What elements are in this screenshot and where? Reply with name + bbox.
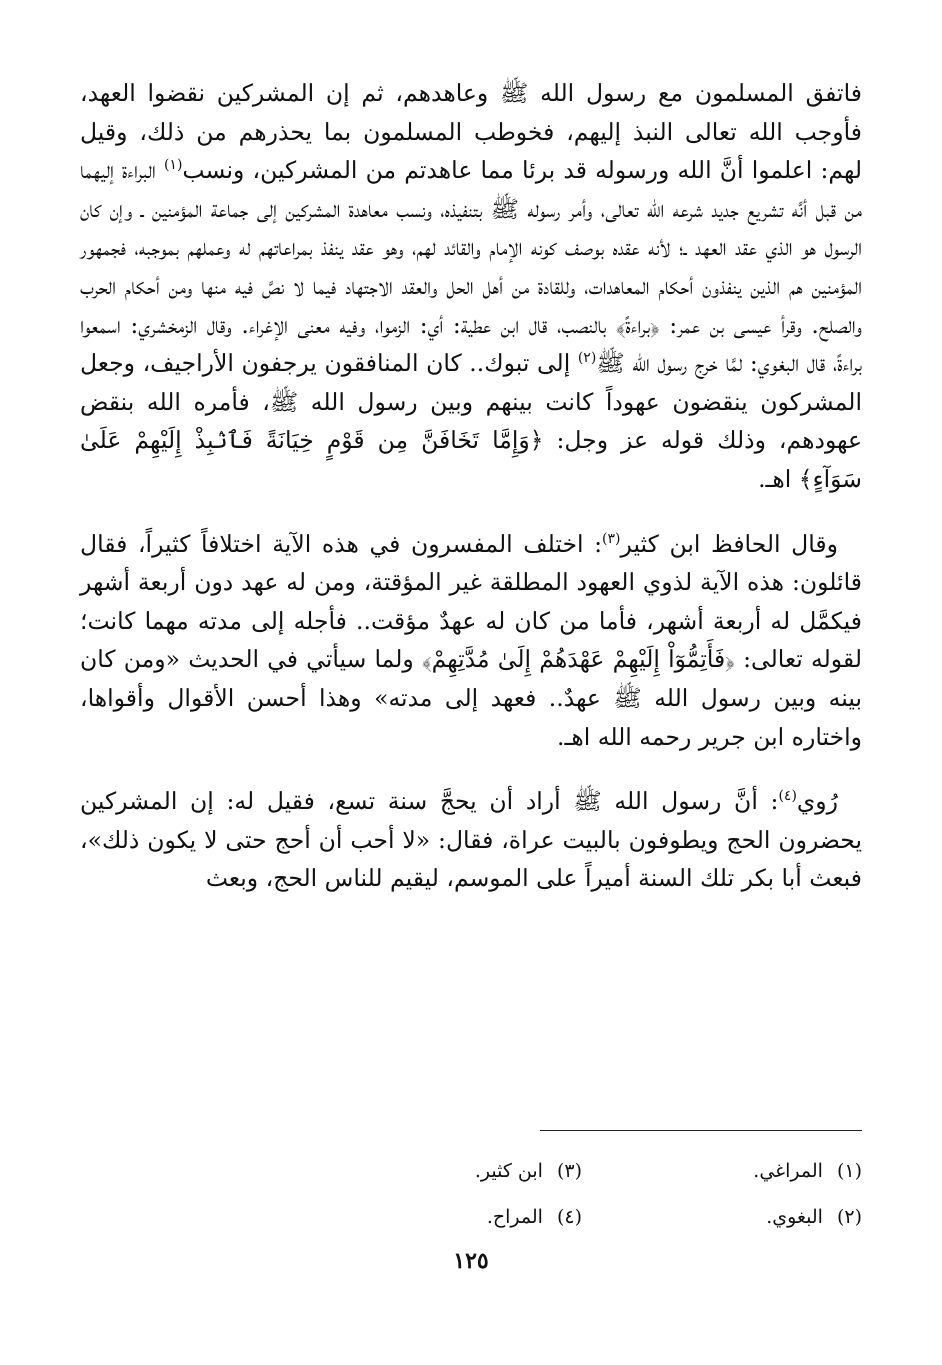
paragraph-1 — [80, 74, 862, 499]
footnote-number: (٢) — [836, 1206, 862, 1228]
text-run: إلى تبوك.. كان المنافقون يرجفون الأراجيف، وجعل المشركون ينقضون عهوداً كانت بينهم وبين رسول الله ﷺ، فأمره الله بنقض عهودهم، وذلك قوله عز وجل: ﴿وَإِمَّا تَخَافَنَّ مِن قَوْمٍ خِيَانَةً فَٱنۢبِذْ إِلَيْهِمْ عَلَىٰ سَوَآءٍ﴾ اهـ. — [80, 349, 862, 493]
text-run: : أنَّ رسول الله ﷺ أراد أن يحجَّ سنة تسع، فقيل له: إن المشركين يحضرون الحج ويطوفون بالبيت عراة، فقال: «لا أحب أن أحج حتى لا يكون ذلك»، فبعث أبا بكر تلك السنة أميراً على الموسم، ليقيم للناس الحج، وبعث — [80, 787, 862, 893]
footnote-ref-2: (٢) — [577, 350, 597, 367]
page-number: ١٢٥ — [453, 1248, 489, 1274]
paragraph-3 — [80, 782, 862, 898]
footnote-2 — [582, 1206, 862, 1228]
footnote-divider — [540, 1130, 862, 1131]
footnote-3 — [302, 1160, 582, 1182]
text-run: فاتفق المسلمون مع رسول الله ﷺ وعاهدهم، ثم إن المشركين نقضوا العهد، فأوجب الله تعالى النبذ إليهم، فخوطب المسلمون بما يحذرهم من ذلك، وقيل لهم: اعلموا أنَّ الله ورسوله قد برئا مما عاهدتم من المشركين، ونسب — [80, 79, 862, 185]
text-run: البراءة إليهما من قبل أنَّه تشريع جديد شرعه الله تعالى، وأمر رسوله ﷺ بتنفيذه، ونسب معاهدة المشركين إلى جماعة المؤمنين ـ وإن كان الرسول هو الذي عقد العهد ـ؛ لأنه عقده بوصف كونه الإمام والقائد لهم، وهو عقد ينفذ بمراعاتهم له وعملهم بموجبه، فجمهور المؤمنين هم الذين ينفذون أحكام المعاهدات، وللقادة من أهل الحل والعقد الاجتهاد فيما لا نصَّ فيه منها ومن أحكام الحرب والصلح. وقرأ عيسى بن عمر: ﴿براءةً﴾ بالنصب، قال ابن عطية: أي: الزموا، وفيه معنى الإغراء. وقال الزمخشري: اسمعوا براءةً، قال البغوي: لمَّا خرج رسول الله ﷺ — [80, 156, 862, 378]
footnote-row — [302, 1148, 862, 1194]
footnote-4 — [302, 1206, 582, 1228]
main-text — [80, 74, 862, 898]
footnotes — [302, 1148, 862, 1240]
footnote-text: المراح. — [486, 1206, 543, 1228]
footnote-1 — [582, 1160, 862, 1182]
footnote-text: البغوي. — [766, 1206, 823, 1228]
footnote-row — [302, 1194, 862, 1240]
footnote-number: (١) — [836, 1160, 862, 1182]
text-run: : اختلف المفسرون في هذه الآية اختلافاً كثيراً، فقال قائلون: هذه الآية لذوي العهود المطلقة غير المؤقتة، ومن له عهد دون أربعة أشهر فيكمَّل له أربعة أشهر، فأما من كان له عهدٌ مؤقت.. فأجله إلى مدته مهما كانت؛ لقوله تعالى: ﴿فَأَتِمُّوٓاْ إِلَيْهِمْ عَهْدَهُمْ إِلَىٰ مُدَّتِهِمْ﴾ ولما سيأتي في الحديث «ومن كان بينه وبين رسول الله ﷺ عهدٌ.. فعهد إلى مدته» وهذا أحسن الأقوال وأقواها، واختاره ابن جرير رحمه الله اهـ. — [80, 529, 862, 751]
footnote-ref-1: (١) — [163, 157, 183, 174]
paragraph-2 — [80, 525, 862, 757]
footnote-number: (٣) — [556, 1160, 582, 1182]
text-run: وقال الحافظ ابن كثير — [620, 529, 838, 558]
text-run: رُوي — [796, 787, 838, 816]
footnote-ref-3: (٣) — [602, 530, 621, 547]
footnote-number: (٤) — [556, 1206, 582, 1228]
footnote-ref-4: (٤) — [778, 788, 797, 805]
footnote-text: المراغي. — [753, 1160, 823, 1182]
footnote-text: ابن كثير. — [474, 1160, 543, 1182]
